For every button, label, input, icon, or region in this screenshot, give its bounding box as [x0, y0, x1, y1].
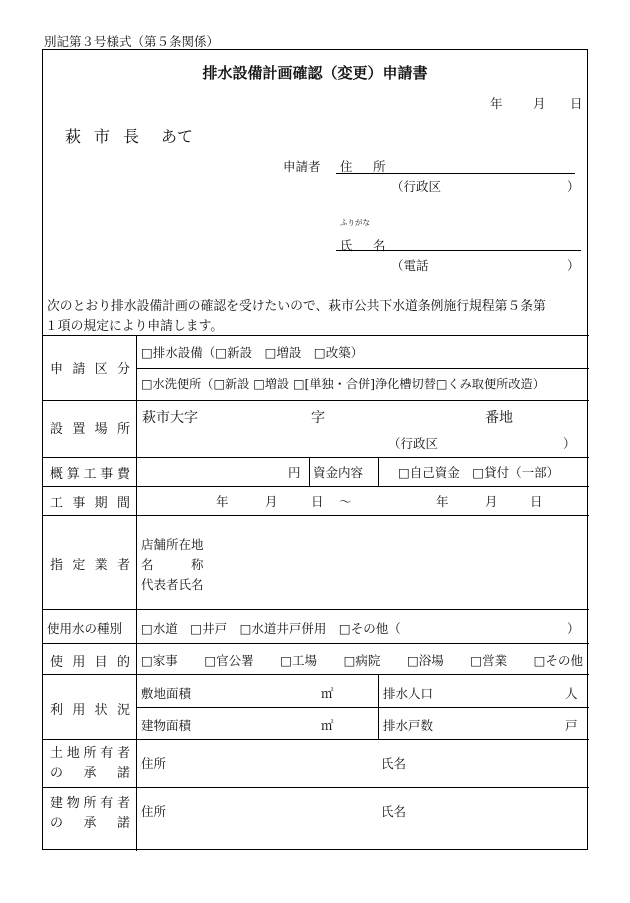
water-type-options[interactable]: □水道 □井戸 □水道井戸併用 □その他（ [141, 621, 401, 636]
period-end-day: 日 [530, 494, 543, 509]
funding-options[interactable]: □自己資金 □貸付（一部） [398, 465, 560, 480]
applicant-phone-close: ） [567, 258, 580, 273]
site-area-unit: ㎡ [321, 686, 334, 701]
applicant-ward-close: ） [567, 179, 580, 194]
lo-l2-c: 諾 [116, 766, 130, 781]
label-contractor-c2: 定 [72, 558, 86, 573]
line-after-purpose [43, 674, 589, 675]
statement-line2: １項の規定により申請します。 [45, 319, 224, 334]
address-label-a: 住 [340, 159, 353, 174]
label-period-c4: 間 [116, 496, 130, 511]
location-oaza: 萩市大字 [142, 410, 198, 426]
cost-split-line-1 [309, 457, 310, 486]
drain-households-unit: 戸 [565, 718, 578, 733]
label-category-c2: 請 [72, 362, 86, 377]
landowner-address: 住所 [141, 756, 167, 771]
table-top-line [43, 335, 589, 336]
line-after-contractor [43, 609, 589, 610]
label-period-c3: 期 [94, 496, 108, 511]
label-water-type: 使用水の種別 [47, 621, 123, 636]
buildingowner-address: 住所 [141, 804, 167, 819]
purpose-business[interactable]: □営業 [470, 653, 508, 668]
label-category-c1: 申 [50, 362, 64, 377]
line-after-usage [43, 739, 589, 740]
lo-c4: 有 [100, 746, 114, 761]
purpose-household[interactable]: □家事 [141, 653, 178, 668]
addressee-city: 萩 [65, 127, 82, 146]
period-end-month: 月 [485, 494, 498, 509]
label-cost-c5: 費 [116, 467, 130, 482]
cost-split-line-2 [378, 457, 379, 486]
applicant-phone: （電話 [391, 258, 429, 273]
label-location-c2: 置 [72, 422, 86, 437]
purpose-government[interactable]: □官公署 [204, 653, 254, 668]
label-cost-c2: 算 [66, 467, 80, 482]
line-after-location [43, 457, 589, 458]
purpose-options [141, 651, 583, 669]
period-start-month: 月 [265, 494, 278, 509]
cost-yen: 円 [288, 465, 301, 480]
contractor-rep: 代表者氏名 [141, 577, 204, 592]
drain-households-label: 排水戸数 [383, 718, 434, 733]
usage-split-line [378, 674, 379, 739]
label-period [50, 492, 130, 511]
label-category-c3: 区 [94, 362, 108, 377]
label-category [50, 358, 130, 377]
label-usage-c3: 状 [94, 703, 108, 718]
label-usage-c4: 況 [116, 703, 130, 718]
applicant-label: 申請者 [283, 159, 321, 174]
period-tilde: ～ [339, 494, 352, 509]
period-start-day: 日 [311, 494, 324, 509]
furigana-label: ふりがな [340, 218, 370, 227]
category-drainage-checkbox[interactable]: □排水設備（□新設 □増設 □改築） [141, 345, 364, 360]
lo-c5: 者 [116, 746, 130, 761]
name-underline [336, 250, 581, 251]
location-banchi: 番地 [485, 410, 513, 426]
lo-l2-a: の [50, 766, 64, 781]
name-label-b: 名 [373, 238, 386, 253]
label-usage-c2: 用 [72, 703, 86, 718]
label-contractor-c4: 者 [116, 558, 130, 573]
date-month: 月 [533, 96, 546, 111]
period-start-year: 年 [216, 494, 229, 509]
building-area-label: 建物面積 [141, 718, 192, 733]
line-after-period [43, 515, 589, 516]
date-day: 日 [570, 96, 583, 111]
label-purpose-c1: 使 [50, 655, 64, 670]
building-area-unit: ㎡ [321, 718, 334, 733]
statement-line1: 次のとおり排水設備計画の確認を受けたいので、萩市公共下水道条例施行規程第５条第 [47, 299, 546, 314]
bo-l2-b: 承 [83, 816, 97, 831]
label-contractor-c1: 指 [50, 558, 64, 573]
label-contractor [50, 554, 130, 573]
label-purpose-c2: 用 [72, 655, 86, 670]
bo-c4: 有 [100, 796, 114, 811]
label-period-c1: 工 [50, 496, 64, 511]
line-after-category [43, 400, 589, 401]
form-number: 別記第３号様式（第５条関係） [44, 34, 220, 49]
purpose-hospital[interactable]: □病院 [343, 653, 381, 668]
label-landowner-l1 [50, 742, 130, 761]
form-title: 排水設備計画確認（変更）申請書 [202, 64, 428, 82]
contractor-store: 店舗所在地 [141, 537, 204, 552]
label-purpose-c3: 目 [94, 655, 108, 670]
label-purpose [50, 651, 130, 670]
drain-people-label: 排水人口 [383, 686, 434, 701]
lo-c3: 所 [83, 746, 97, 761]
lo-c1: 土 [50, 746, 64, 761]
location-aza: 字 [311, 410, 325, 426]
location-ward-close: ） [563, 436, 576, 451]
usage-mid-line [136, 707, 589, 708]
label-cost [50, 463, 130, 482]
label-location-c4: 所 [116, 422, 130, 437]
addressee-ate: あて [161, 127, 194, 146]
applicant-ward: （行政区 [391, 179, 442, 194]
buildingowner-name: 氏名 [381, 804, 407, 819]
lo-l2-b: 承 [83, 766, 97, 781]
address-label-b: 所 [373, 159, 386, 174]
label-category-c4: 分 [116, 362, 130, 377]
water-type-close: ） [567, 621, 580, 636]
label-location-c3: 場 [94, 422, 108, 437]
label-purpose-c4: 的 [116, 655, 130, 670]
site-area-label: 敷地面積 [141, 686, 192, 701]
label-location [50, 418, 130, 437]
label-buildingowner-l1 [50, 792, 130, 811]
addressee-shi: 市 [94, 127, 111, 146]
application-form [42, 49, 588, 850]
label-location-c1: 設 [50, 422, 64, 437]
addressee-cho: 長 [123, 127, 140, 146]
label-cost-c3: 工 [83, 467, 97, 482]
address-underline [336, 173, 575, 174]
label-column-line [136, 335, 137, 851]
landowner-name: 氏名 [381, 756, 407, 771]
line-after-watertype [43, 643, 589, 644]
purpose-factory[interactable]: □工場 [280, 653, 318, 668]
location-ward: （行政区 [388, 436, 439, 451]
category-flush-toilet-checkbox[interactable]: □水洗便所（□新設 □増設 □[単独・合併]浄化槽切替□くみ取便所改造） [141, 377, 545, 391]
bo-c5: 者 [116, 796, 130, 811]
drain-people-unit: 人 [565, 686, 578, 701]
line-after-cost [43, 486, 589, 487]
label-usage [50, 699, 130, 718]
contractor-name-b: 称 [191, 557, 204, 572]
label-period-c2: 事 [72, 496, 86, 511]
bo-c1: 建 [50, 796, 64, 811]
name-label-a: 氏 [340, 238, 353, 253]
date-year: 年 [490, 96, 503, 111]
label-cost-c4: 事 [100, 467, 114, 482]
bo-l2-c: 諾 [116, 816, 130, 831]
label-buildingowner-l2 [50, 812, 130, 831]
label-landowner-l2 [50, 762, 130, 781]
period-end-year: 年 [436, 494, 449, 509]
label-cost-c1: 概 [50, 467, 64, 482]
bo-l2-a: の [50, 816, 64, 831]
lo-c2: 地 [66, 746, 80, 761]
bo-c3: 所 [83, 796, 97, 811]
label-contractor-c3: 業 [94, 558, 108, 573]
purpose-bathhouse[interactable]: □浴場 [406, 653, 444, 668]
contractor-name-a: 名 [141, 557, 154, 572]
purpose-other[interactable]: □その他 [533, 653, 583, 668]
funding-label: 資金内容 [313, 465, 364, 480]
label-usage-c1: 利 [50, 703, 64, 718]
category-mid-line [136, 368, 589, 369]
bo-c2: 物 [66, 796, 80, 811]
line-after-landowner [43, 787, 589, 788]
